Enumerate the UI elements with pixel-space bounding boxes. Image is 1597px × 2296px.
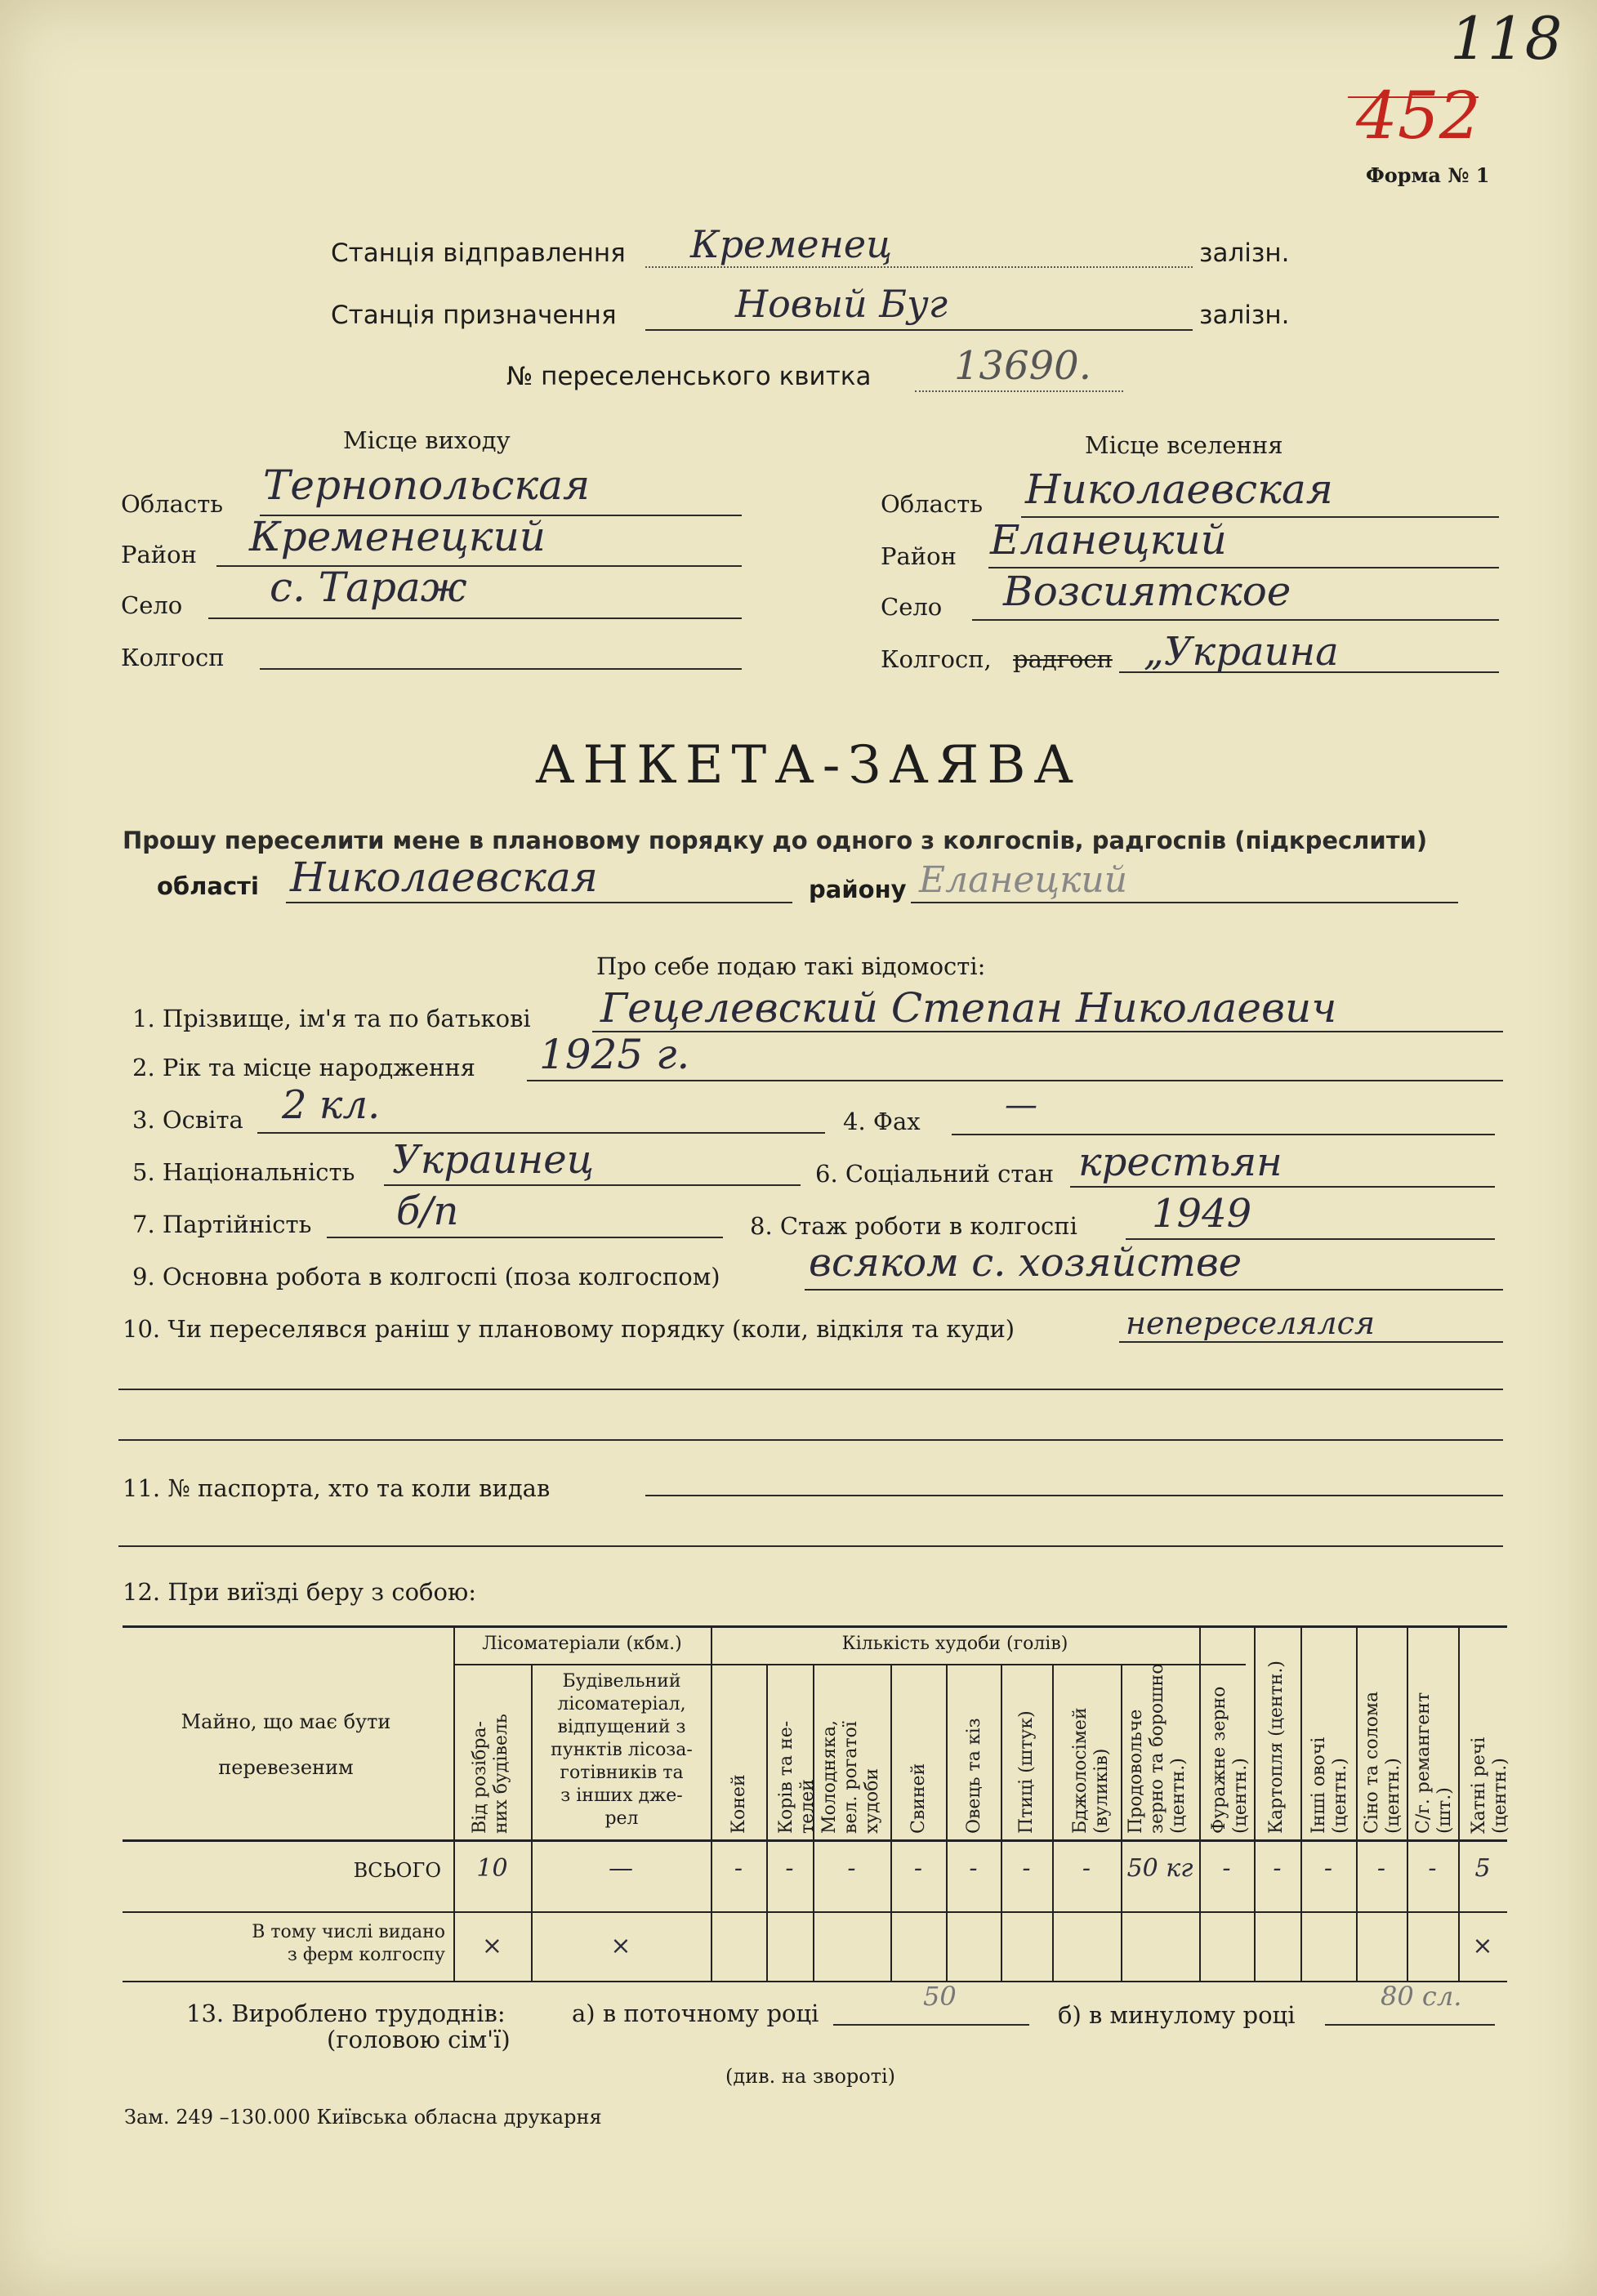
col-young-2: вел. рогатої	[841, 1721, 861, 1834]
col-sheep: Овець та кіз	[964, 1718, 984, 1834]
origin-selo-value: с. Тараж	[270, 564, 467, 611]
col-horses: Коней	[729, 1774, 749, 1834]
ticket-number-label: № переселенського квитка	[506, 362, 872, 391]
group-lumber-header: Лісоматеріали (кбм.)	[482, 1634, 682, 1654]
item-10-value: непереселялся	[1126, 1305, 1376, 1341]
item-8-value: 1949	[1152, 1191, 1252, 1237]
item-6-value: крестьян	[1078, 1139, 1283, 1185]
item-4-label: 4. Фах	[843, 1108, 921, 1135]
farm-cell: ×	[1472, 1932, 1493, 1960]
request-text: Прошу переселити мене в плановому порядку до одного з колгоспів, радгоспів (підкреслити)	[123, 827, 1428, 854]
col-fodder: Фуражне зерно	[1209, 1686, 1229, 1834]
request-oblast-label: області	[157, 872, 259, 900]
archive-number-red: 452	[1356, 78, 1481, 154]
origin-kolhosp-label: Колгосп	[121, 644, 225, 671]
item-5-value: Украинец	[392, 1137, 595, 1183]
item-9-label: 9. Основна робота в колгоспі (поза колгоспом)	[132, 1263, 720, 1291]
about-intro: Про себе подаю такі відомості:	[596, 952, 986, 980]
col-grain: Продовольче	[1126, 1709, 1146, 1834]
total-cell: -	[1082, 1854, 1091, 1883]
item-12-label: 12. При виїзді беру з собою:	[123, 1578, 476, 1606]
col-building: Будівельний	[562, 1671, 681, 1692]
origin-selo-label: Село	[121, 591, 183, 619]
destination-station-value: Новый Буг	[735, 282, 948, 326]
group-cattle-header: Кількість худоби (голів)	[841, 1634, 1068, 1654]
destination-rayon-label: Район	[881, 542, 957, 570]
col-bees-2: (вуликів)	[1091, 1748, 1112, 1834]
col-property-header-2: перевезеним	[218, 1756, 354, 1779]
total-cell: -	[785, 1854, 794, 1883]
col-birds: Птиці (штук)	[1016, 1710, 1037, 1834]
col-hay-2: (центн.)	[1383, 1758, 1403, 1834]
col-tools-2: (шт.)	[1434, 1787, 1455, 1834]
destination-kolhosp-struck: радгосп	[1013, 645, 1113, 673]
item-4-value: —	[1005, 1086, 1037, 1124]
total-cell: -	[1376, 1854, 1386, 1883]
destination-selo-label: Село	[881, 593, 943, 621]
request-oblast-value: Николаевская	[290, 854, 598, 901]
col-building-3: відпущений з	[557, 1717, 686, 1737]
destination-station-label: Станція призначення	[331, 301, 617, 330]
origin-oblast-label: Область	[121, 490, 224, 518]
destination-selo-value: Возсиятское	[1003, 568, 1291, 615]
item-7-label: 7. Партійність	[132, 1210, 312, 1238]
total-cell: -	[913, 1854, 923, 1883]
item-2-label: 2. Рік та місце народження	[132, 1054, 475, 1081]
item-1-label: 1. Прізвище, ім'я та по батькові	[132, 1005, 531, 1032]
row-total-label: ВСЬОГО	[353, 1859, 441, 1882]
destination-rail-suffix: залізн.	[1199, 301, 1290, 330]
item-8-label: 8. Стаж роботи в колгоспі	[750, 1212, 1077, 1240]
col-dismantled-2: них будівель	[491, 1714, 511, 1834]
total-cell: -	[1022, 1854, 1031, 1883]
total-cell: —	[609, 1854, 633, 1883]
col-building-6: з інших дже-	[560, 1786, 683, 1806]
item-3-value: 2 кл.	[282, 1082, 381, 1128]
col-dismantled: Від розібра-	[470, 1721, 490, 1834]
departure-station-value: Кременец	[690, 222, 893, 266]
destination-oblast-value: Николаевская	[1025, 466, 1333, 513]
ticket-number-value: 13690.	[954, 343, 1091, 389]
workdays-label: 13. Вироблено трудоднів:	[186, 2000, 506, 2027]
workdays-a-label: а) в поточному році	[572, 2000, 819, 2027]
total-cell: -	[969, 1854, 978, 1883]
col-tools: С/г. ремангент	[1413, 1692, 1434, 1834]
origin-rayon-value: Кременецкий	[249, 513, 546, 560]
row-farm-label: В тому числі видано	[252, 1922, 445, 1942]
origin-heading: Місце виходу	[343, 426, 511, 454]
item-5-label: 5. Національність	[132, 1158, 355, 1186]
total-cell: -	[847, 1854, 856, 1883]
farm-cell: ×	[481, 1932, 503, 1960]
col-veg: Інші овочі	[1309, 1736, 1329, 1834]
item-2-value: 1925 г.	[539, 1031, 690, 1078]
item-7-value: б/п	[396, 1188, 459, 1234]
workdays-b-label: б) в минулому році	[1058, 2001, 1296, 2029]
col-fodder-2: (центн.)	[1230, 1758, 1251, 1834]
item-11-label: 11. № паспорта, хто та коли видав	[123, 1474, 551, 1502]
workdays-a-value: 50	[923, 1981, 957, 2012]
total-cell: -	[1428, 1854, 1437, 1883]
destination-heading: Місце вселення	[1085, 431, 1283, 459]
see-back-note: (див. на звороті)	[725, 2065, 896, 2088]
total-cell: -	[1273, 1854, 1282, 1883]
item-10-label: 10. Чи переселявся раніш у плановому порядку (коли, відкіля та куди)	[123, 1315, 1015, 1343]
col-house-2: (центн.)	[1490, 1758, 1510, 1834]
workdays-sub: (головою сім'ї)	[327, 2026, 511, 2053]
form-number-label: Форма № 1	[1366, 163, 1490, 187]
property-table	[123, 1625, 1510, 1989]
row-farm-label-2: з ферм колгоспу	[287, 1945, 445, 1965]
col-property-header: Майно, що має бути	[181, 1710, 391, 1733]
col-cows-2: телей	[797, 1779, 818, 1834]
col-building-4: пунктів лісоза-	[551, 1740, 693, 1760]
archive-number: 118	[1450, 4, 1563, 73]
col-young: Молодняка,	[819, 1720, 840, 1834]
col-veg-2: (центн.)	[1330, 1758, 1350, 1834]
farm-cell: ×	[610, 1932, 631, 1960]
total-cell: -	[1323, 1854, 1333, 1883]
col-hay: Сіно та солома	[1362, 1691, 1382, 1834]
item-9-value: всяком с. хозяйстве	[809, 1240, 1242, 1286]
col-young-3: худоби	[862, 1768, 882, 1834]
total-cell: 50 кг	[1126, 1854, 1193, 1883]
col-potato: Картопля (центн.)	[1266, 1661, 1287, 1834]
destination-oblast-label: Область	[881, 490, 984, 518]
col-bees: Бджолосімей	[1070, 1707, 1091, 1834]
total-cell: 5	[1474, 1854, 1491, 1883]
form-title: АНКЕТА-ЗАЯВА	[535, 735, 1082, 796]
item-6-label: 6. Соціальний стан	[815, 1160, 1055, 1188]
destination-kolhosp-label: Колгосп,	[881, 645, 992, 673]
total-cell: -	[1222, 1854, 1231, 1883]
col-building-2: лісоматеріал,	[557, 1694, 686, 1714]
request-rayon-label: району	[809, 876, 907, 903]
origin-oblast-value: Тернопольская	[263, 461, 591, 509]
departure-station-label: Станція відправлення	[331, 239, 626, 268]
departure-rail-suffix: залізн.	[1199, 239, 1290, 268]
col-grain-2: зерно та борошно	[1147, 1663, 1167, 1834]
col-building-5: готівників та	[560, 1763, 684, 1783]
col-house: Хатні речі	[1469, 1736, 1489, 1834]
col-cows: Корів та не-	[776, 1720, 796, 1834]
printer-info: Зам. 249 –130.000 Київська обласна друкарня	[124, 2106, 602, 2129]
col-grain-3: (центн.)	[1168, 1758, 1189, 1834]
item-1-value: Гецелевский Степан Николаевич	[600, 984, 1337, 1032]
col-pigs: Свиней	[908, 1763, 929, 1834]
col-building-7: рел	[604, 1808, 639, 1829]
total-cell: 10	[476, 1854, 508, 1883]
workdays-b-value: 80 сл.	[1381, 1981, 1462, 2012]
total-cell: -	[734, 1854, 743, 1883]
destination-rayon-value: Еланецкий	[990, 516, 1227, 564]
item-3-label: 3. Освіта	[132, 1106, 243, 1134]
destination-kolhosp-value: „Украина	[1144, 629, 1339, 675]
origin-rayon-label: Район	[121, 541, 197, 568]
request-rayon-value: Еланецкий	[919, 859, 1128, 901]
